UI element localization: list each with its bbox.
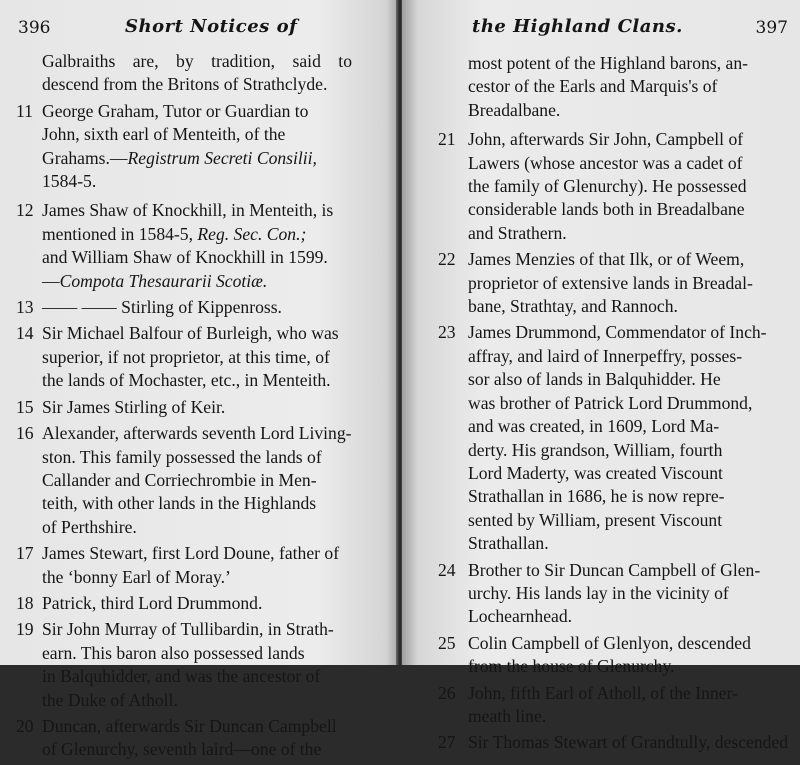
text-line: John, fifth Earl of Atholl, of the Inner- <box>468 682 738 703</box>
running-head-right: the Highland Clans. <box>472 16 683 37</box>
text-line: of Perthshire. <box>42 516 137 537</box>
text-line: Colin Campbell of Glenlyon, descended <box>468 632 751 653</box>
note-19 <box>16 618 352 712</box>
text-line: ston. This family possessed the lands of <box>42 446 322 467</box>
text-line: the lands of Mochaster, etc., in Menteith. <box>42 370 331 391</box>
note-number: 23 <box>438 322 456 343</box>
note-number: 16 <box>16 423 34 444</box>
text-line: the Duke of Atholl. <box>42 689 178 710</box>
text-line: James Drummond, Commendator of Inch- <box>468 322 767 343</box>
list-item <box>438 52 778 122</box>
text-line: Sir Michael Balfour of Burleigh, who was <box>42 323 339 344</box>
note-number: 24 <box>438 559 456 580</box>
running-head-left: Short Notices of <box>125 16 298 37</box>
left-page-text <box>16 50 352 765</box>
text-line: Sir John Murray of Tullibardin, in Strath- <box>42 619 334 640</box>
note-24 <box>438 559 778 629</box>
text-line: and William Shaw of Knockhill in 1599. <box>42 247 328 268</box>
note-23 <box>438 321 778 555</box>
text-line: most potent of the Highland barons, an- <box>468 53 748 73</box>
note-number: 17 <box>16 543 34 564</box>
text-line: Alexander, afterwards seventh Lord Living- <box>42 423 352 444</box>
text-line: affray, and laird of Innerpeffry, posses- <box>468 345 743 366</box>
text-line: descend from the Britons of Strathclyde. <box>42 74 328 95</box>
citation: Reg. Sec. Con.; <box>197 223 307 244</box>
note-number: 11 <box>16 100 33 121</box>
text-line: derty. His grandson, William, fourth <box>468 439 723 460</box>
text-line: James Stewart, first Lord Doune, father of <box>42 543 340 564</box>
note-25 <box>438 632 778 679</box>
text-line: the family of Glenurchy). He possessed <box>468 176 747 197</box>
text-line: meath line. <box>468 705 547 726</box>
text-line: 1584-5. <box>42 171 97 192</box>
text-line: and Strathern. <box>468 222 567 243</box>
text-line: superior, if not proprietor, at this time, of <box>42 346 330 367</box>
text-line: John, sixth earl of Menteith, of the <box>42 124 286 145</box>
note-number: 15 <box>16 396 34 417</box>
note-11 <box>16 100 352 194</box>
right-page-text <box>438 52 789 758</box>
note-26 <box>438 682 778 729</box>
text-line: Sir Thomas Stewart of Grandtully, descended <box>468 732 789 753</box>
note-20 <box>16 715 352 762</box>
text-line: and was created, in 1609, Lord Ma- <box>468 416 720 437</box>
text-line: proprietor of extensive lands in Breadal- <box>468 272 753 293</box>
text-line: was brother of Patrick Lord Drummond, <box>468 392 753 413</box>
text-line: Galbraiths are, by tradition, said to <box>42 51 352 71</box>
note-21 <box>438 128 778 245</box>
note-number: 13 <box>16 297 34 318</box>
text-line: considerable lands both in Breadalbane <box>468 199 745 220</box>
text-line: Lawers (whose ancestor was a cadet of <box>468 152 743 173</box>
note-number: 21 <box>438 129 456 150</box>
left-page <box>0 0 398 760</box>
note-15 <box>16 396 352 419</box>
text-line: cestor of the Earls and Marquis's of <box>468 76 718 97</box>
note-number: 20 <box>16 715 34 736</box>
text-line: earn. This baron also possessed lands <box>42 642 305 663</box>
text-line: James Menzies of that Ilk, or of Weem, <box>468 249 745 270</box>
text-line: Strathallan in 1686, he is now repre- <box>468 486 725 507</box>
text-line: urchy. His lands lay in the vicinity of <box>468 582 729 603</box>
text-line: James Shaw of Knockhill, in Menteith, is <box>42 200 334 221</box>
page-number-left: 396 <box>18 18 51 38</box>
text-line: — <box>42 270 60 291</box>
note-number: 26 <box>438 682 456 703</box>
note-number: 18 <box>16 592 34 613</box>
right-page <box>402 0 800 753</box>
text-line: in Balquhidder, and was the ancestor of <box>42 666 321 687</box>
note-number: 25 <box>438 632 456 653</box>
note-number: 27 <box>438 732 456 753</box>
note-number: 14 <box>16 323 34 344</box>
citation: Compota Thesaurarii Scotiæ. <box>59 270 268 291</box>
text-line: from the house of Glenurchy. <box>468 656 675 677</box>
note-14 <box>16 322 352 392</box>
text-line: George Graham, Tutor or Guardian to <box>42 100 309 121</box>
text-line: Patrick, third Lord Drummond. <box>42 592 263 613</box>
text-line: Callander and Corriechrombie in Men- <box>42 469 317 490</box>
note-17 <box>16 542 352 589</box>
page-number-right: 397 <box>755 18 788 38</box>
text-line: Brother to Sir Duncan Campbell of Glen- <box>468 559 761 580</box>
text-line: sor also of lands in Balquhidder. He <box>468 369 721 390</box>
citation: Registrum Secreti Consilii, <box>127 147 317 168</box>
note-number: 12 <box>16 200 34 221</box>
note-22 <box>438 248 778 318</box>
text-line: Lord Maderty, was created Viscount <box>468 462 723 483</box>
text-line: Breadalbane. <box>468 99 561 120</box>
text-line: —— —— Stirling of Kippenross. <box>42 297 282 318</box>
note-number: 19 <box>16 619 34 640</box>
text-line: John, afterwards Sir John, Campbell of <box>468 129 744 150</box>
note-12 <box>16 199 352 293</box>
text-line: Strathallan. <box>468 533 549 554</box>
note-number: 22 <box>438 249 456 270</box>
note-18 <box>16 592 352 615</box>
note-16 <box>16 422 352 539</box>
text-line: Lochearnhead. <box>468 606 573 627</box>
text-line: teith, with other lands in the Highlands <box>42 493 317 514</box>
text-line: sented by William, present Viscount <box>468 509 723 530</box>
text-line: Duncan, afterwards Sir Duncan Campbell <box>42 715 337 736</box>
text-line: mentioned in 1584-5, <box>42 223 193 244</box>
note-27 <box>438 731 789 754</box>
text-line: Sir James Stirling of Keir. <box>42 396 226 417</box>
text-line: Grahams.— <box>42 147 128 168</box>
note-13 <box>16 296 352 319</box>
text-line: the ‘bonny Earl of Moray.’ <box>42 566 231 587</box>
list-item <box>16 50 352 97</box>
text-line: bane, Strathtay, and Rannoch. <box>468 296 678 317</box>
text-line: of Glenurchy, seventh laird—one of the <box>42 739 322 760</box>
